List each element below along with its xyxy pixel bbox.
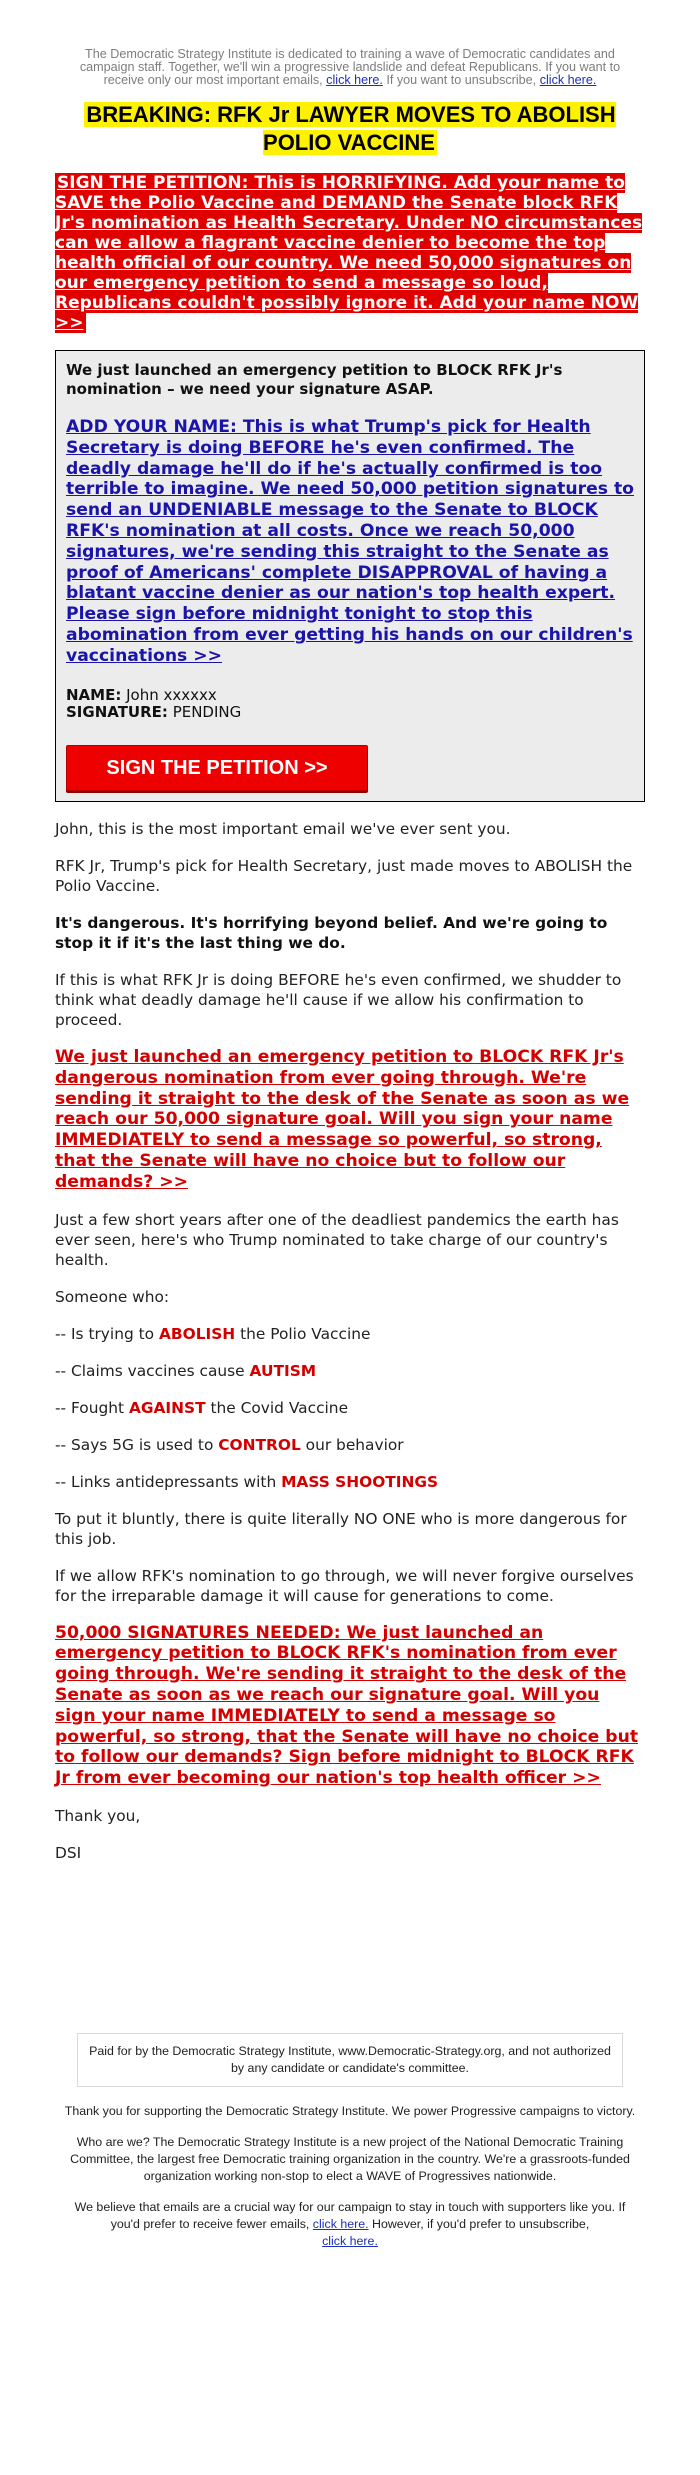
bullet-highlight: ABOLISH (158, 1324, 236, 1343)
footer-email-text: We believe that emails are a crucial way for our campaign to stay in touch with supporters like you. If you'd prefer to receive fewer emails, (74, 2199, 626, 2231)
paid-for-disclaimer: Paid for by the Democratic Strategy Institute, www.Democratic-Strategy.org, and not authorized by any candidate or candidate's committee. (77, 2033, 623, 2087)
paragraph: Someone who: (55, 1287, 170, 1306)
bullet-item (55, 1435, 645, 1455)
red-banner-link[interactable] (55, 173, 645, 333)
petition-intro: We just launched an emergency petition to BLOCK RFK Jr's nomination – we need your signature ASAP. (66, 361, 563, 398)
petition-link[interactable]: We just launched an emergency petition to BLOCK RFK Jr's dangerous nomination from ever going through. We're sending it straight to the desk of the Senate as soon as we reach our 50,000 signature goal. Will you sign your name IMMEDIATELY to send a message so powerful, so strong, that the Senate will have no choice but to follow our demands? >> (55, 1047, 630, 1192)
bullet-highlight: MASS SHOOTINGS (281, 1472, 439, 1491)
footer-thanks: Thank you for supporting the Democratic Strategy Institute. We power Progressive campaigns to victory. (64, 2103, 636, 2118)
name-value: John xxxxxx (126, 685, 217, 704)
email-body (55, 819, 645, 1863)
paragraph: If this is what RFK Jr is doing BEFORE he's even confirmed, we shudder to think what deadly damage he'll cause if we allow his confirmation to proceed. (55, 971, 622, 1029)
bold-paragraph: It's dangerous. It's horrifying beyond belief. And we're going to stop it if it's the last thing we do. (55, 914, 608, 952)
signature-label: SIGNATURE: (66, 702, 168, 721)
bullet-text: the Polio Vaccine (235, 1324, 371, 1343)
email-container (55, 48, 645, 2250)
bullet-text: -- Links antidepressants with (55, 1472, 282, 1491)
bullet-text: our behavior (300, 1435, 404, 1454)
petition-box (55, 350, 645, 802)
red-banner-text[interactable]: SIGN THE PETITION: This is HORRIFYING. Add your name to SAVE the Polio Vaccine and DEMAND the Senate block RFK Jr's nomination as Health Secretary. Under NO circumstances can we allow a flagrant vaccine denier to become the top health official of our country. We need 50,000 signatures on our emergency petition to send a message so loud, Republicans couldn't possibly ignore it. Add your name NOW >> (55, 173, 643, 333)
signatures-needed-link[interactable]: 50,000 SIGNATURES NEEDED: We just launched an emergency petition to BLOCK RFK's nomination from ever going through. We're sending it straight to the desk of the Senate as soon as we reach our signature goal. Will you sign your name IMMEDIATELY to send a message so powerful, so strong, that the Senate will have no choice but to follow our demands? Sign before midnight to BLOCK RFK Jr from ever becoming our nation's top health officer >> (55, 1622, 639, 1789)
footer-email-prefs (55, 2199, 645, 2250)
fewer-emails-link[interactable]: click here. (326, 73, 383, 87)
bullet-text: -- Says 5G is used to (55, 1435, 219, 1454)
bullet-item (55, 1398, 645, 1418)
bullet-item (55, 1361, 645, 1381)
headline-text: BREAKING: RFK Jr LAWYER MOVES TO ABOLISH POLIO VACCINE (86, 102, 616, 155)
name-label: NAME: (66, 685, 122, 704)
preheader (55, 48, 645, 87)
paragraph: RFK Jr, Trump's pick for Health Secretary, just made moves to ABOLISH the Polio Vaccine. (55, 857, 633, 895)
sign-petition-button[interactable]: SIGN THE PETITION >> (66, 745, 368, 791)
signature-field (66, 704, 634, 721)
paragraph: To put it bluntly, there is quite literally NO ONE who is more dangerous for this job. (55, 1509, 627, 1548)
bullet-item (55, 1324, 645, 1344)
bullet-text: -- Claims vaccines cause (55, 1361, 250, 1380)
footer-unsubscribe-link[interactable]: click here. (322, 2233, 378, 2248)
signoff: Thank you, (55, 1806, 141, 1825)
sender-signature: DSI (55, 1843, 82, 1862)
bullet-item (55, 1472, 645, 1492)
preheader-text-2: If you want to unsubscribe, (382, 73, 540, 87)
greeting-paragraph: John, this is the most important email we've ever sent you. (55, 820, 511, 838)
paragraph: If we allow RFK's nomination to go through, we will never forgive ourselves for the irreparable damage it will cause for generations to come. (55, 1566, 634, 1605)
headline (80, 101, 620, 157)
preheader-text: The Democratic Strategy Institute is dedicated to training a wave of Democratic candidates and campaign staff. Together, we'll win a progressive landslide and defeat Republicans. If you want to receive only our most important emails, (79, 47, 621, 87)
bullet-highlight: CONTROL (218, 1435, 301, 1454)
name-field (66, 687, 634, 704)
bullet-text: -- Is trying to (55, 1324, 159, 1343)
add-your-name-link[interactable]: ADD YOUR NAME: This is what Trump's pick for Health Secretary is doing BEFORE he's even confirmed. The deadly damage he'll do if he's actually confirmed is too terrible to imagine. We need 50,000 petition signatures to send an UNDENIABLE message to the Senate to BLOCK RFK's nomination at all costs. Once we reach 50,000 signatures, we're sending this straight to the Senate as proof of Americans' complete DISAPPROVAL of having a blatant vaccine denier as our nation's top health expert. Please sign before midnight tonight to stop this abomination from ever getting his hands on our children's vaccinations >> (66, 417, 634, 666)
footer-email-text-2: However, if you'd prefer to unsubscribe, (368, 2216, 590, 2231)
bullet-highlight: AGAINST (128, 1398, 206, 1417)
bullet-text: -- Fought (55, 1398, 129, 1417)
paragraph: Just a few short years after one of the deadliest pandemics the earth has ever seen, here's who Trump nominated to take charge of our country's health. (55, 1210, 619, 1269)
bullet-text: the Covid Vaccine (205, 1398, 349, 1417)
footer-about: Who are we? The Democratic Strategy Institute is a new project of the National Democratic Training Committee, the largest free Democratic training organization in the country. We're a grassroots-funded organization working non-stop to elect a WAVE of Progressives nationwide. (70, 2134, 630, 2183)
bullet-highlight: AUTISM (249, 1361, 317, 1380)
unsubscribe-link[interactable]: click here. (539, 73, 597, 87)
footer-fewer-emails-link[interactable]: click here. (312, 2216, 369, 2231)
footer (55, 2033, 645, 2250)
signature-value: PENDING (172, 702, 242, 721)
